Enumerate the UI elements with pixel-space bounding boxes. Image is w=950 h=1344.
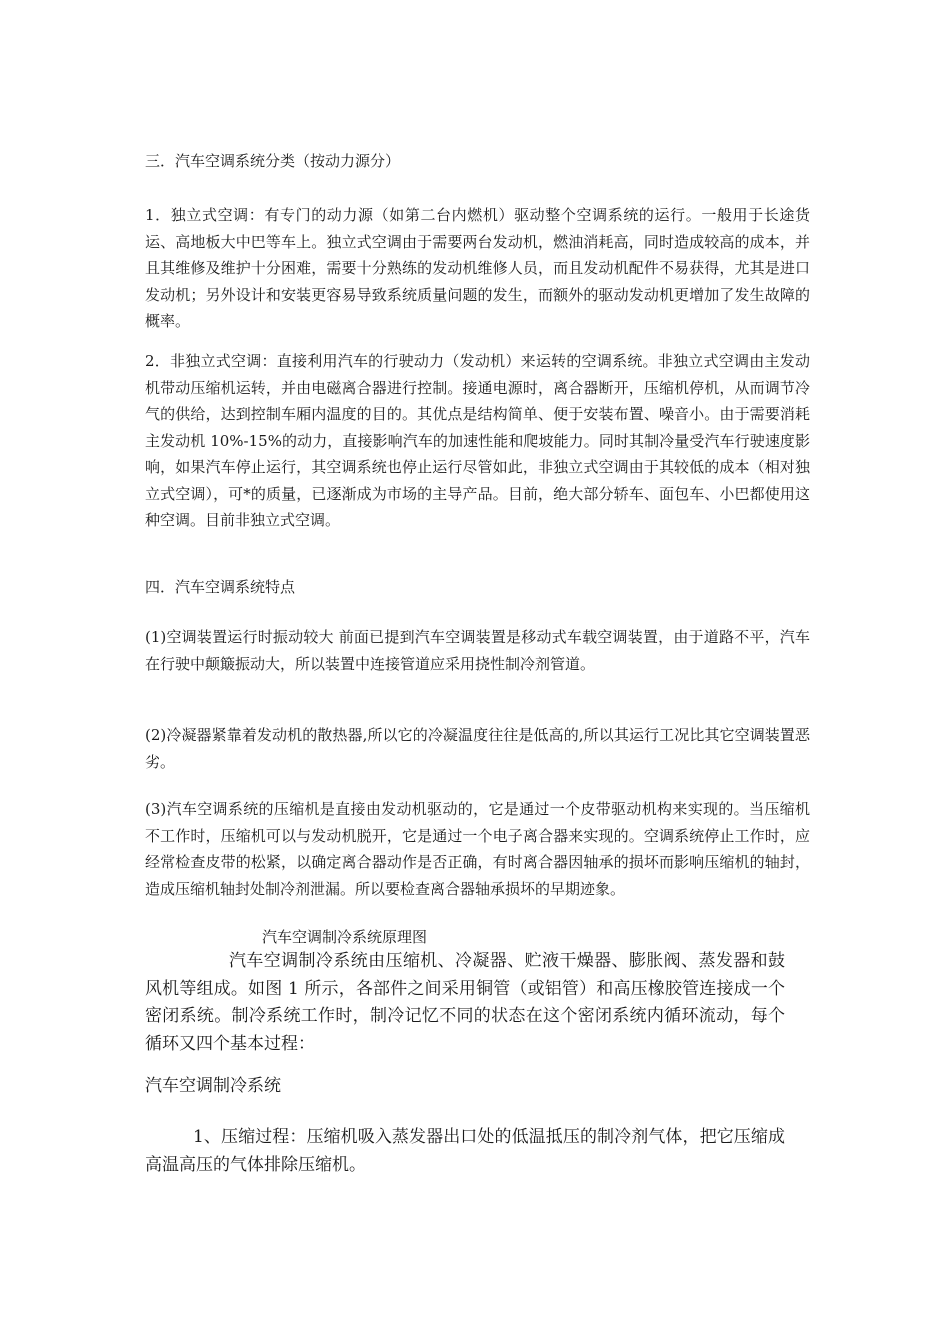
- section-3-title: 三．汽车空调系统分类（按动力源分）: [145, 152, 401, 170]
- refrigeration-intro: 汽车空调制冷系统由压缩机、冷凝器、贮液干燥器、膨胀阀、蒸发器和鼓风机等组成。如图 1 所示，各部件之间采用铜管（或铝管）和高压橡胶管连接成一个密闭系统。制冷系统工作时，制冷记忆不同的状态在这个密闭系统内循环流动，每个循环又四个基本过程：: [145, 951, 785, 1054]
- section-4-title: 四．汽车空调系统特点: [145, 578, 296, 596]
- section-4-item-2: (2)冷凝器紧靠着发动机的散热器,所以它的冷凝温度往往是低高的,所以其运行工况比其它空调装置恶劣。: [145, 726, 810, 771]
- section-4-item-3: (3)汽车空调系统的压缩机是直接由发动机驱动的，它是通过一个皮带驱动机构来实现的。当压缩机不工作时，压缩机可以与发动机脱开，它是通过一个电子离合器来实现的。空调系统停止工作时，应经常检查皮带的松紧，以确定离合器动作是否正确，有时离合器因轴承的损坏而影响压缩机的轴封，造成压缩机轴封处制冷剂泄漏。所以要检查离合器轴承损坏的早期迹象。: [145, 800, 810, 898]
- refrigeration-heading: 汽车空调制冷系统: [145, 1076, 281, 1096]
- section-4-item-1: (1)空调装置运行时振动较大 前面已提到汽车空调装置是移动式车载空调装置，由于道路不平，汽车在行驶中颠簸振动大，所以装置中连接管道应采用挠性制冷剂管道。: [145, 628, 810, 673]
- section-3-paragraph-2: 2．非独立式空调：直接利用汽车的行驶动力（发动机）来运转的空调系统。非独立式空调由主发动机带动压缩机运转，并由电磁离合器进行控制。接通电源时，离合器断开，压缩机停机，从而调节冷气的供给，达到控制车厢内温度的目的。其优点是结构简单、便于安装布置、噪音小。由于需要消耗主发动机 10%-15%的动力，直接影响汽车的加速性能和爬坡能力。同时其制冷量受汽车行驶速度影响，如果汽车停止运行，其空调系统也停止运行尽管如此，非独立式空调由于其较低的成本（相对独立式空调），可*的质量，已逐渐成为市场的主导产品。目前，绝大部分轿车、面包车、小巴都使用这种空调。目前非独立式空调。: [145, 352, 810, 529]
- figure-caption: 汽车空调制冷系统原理图: [262, 928, 428, 946]
- compression-step: 1、压缩过程：压缩机吸入蒸发器出口处的低温抵压的制冷剂气体，把它压缩成高温高压的气体排除压缩机。: [145, 1127, 785, 1175]
- section-3-paragraph-1: 1．独立式空调：有专门的动力源（如第二台内燃机）驱动整个空调系统的运行。一般用于长途货运、高地板大中巴等车上。独立式空调由于需要两台发动机，燃油消耗高，同时造成较高的成本，并且其维修及维护十分困难，需要十分熟练的发动机维修人员，而且发动机配件不易获得，尤其是进口发动机；另外设计和安装更容易导致系统质量问题的发生，而额外的驱动发动机更增加了发生故障的概率。: [145, 206, 810, 330]
